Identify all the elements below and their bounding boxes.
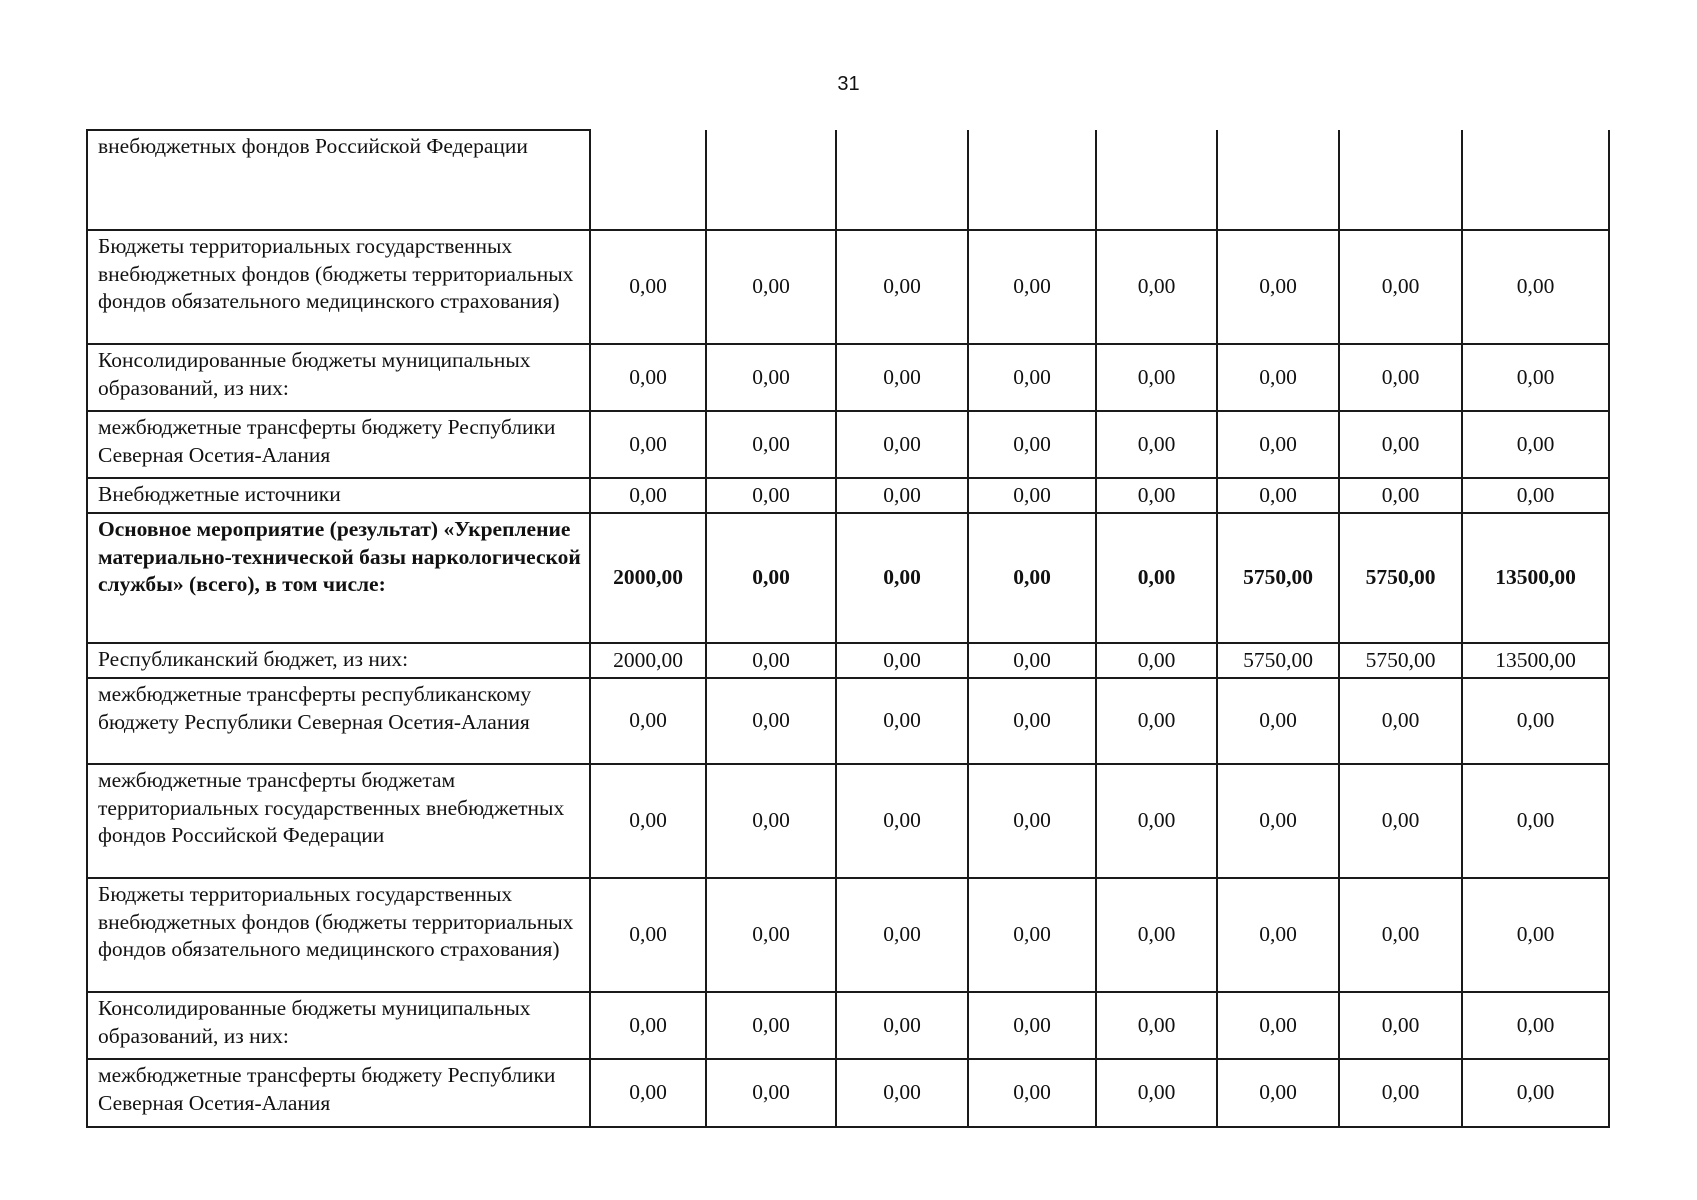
value-cell: 0,00 — [1096, 878, 1217, 992]
value-cell: 0,00 — [1217, 344, 1339, 411]
value-cell: 0,00 — [706, 478, 836, 513]
value-cell: 0,00 — [968, 478, 1096, 513]
value-cell: 0,00 — [706, 764, 836, 878]
value-cell: 0,00 — [968, 230, 1096, 344]
value-cell: 0,00 — [836, 992, 968, 1059]
value-cell: 0,00 — [706, 344, 836, 411]
value-cell: 0,00 — [1096, 992, 1217, 1059]
value-cell: 0,00 — [1217, 1059, 1339, 1127]
table-row — [87, 344, 1609, 411]
value-cell: 0,00 — [1096, 643, 1217, 678]
row-label: Республиканский бюджет, из них: — [87, 643, 590, 678]
value-cell: 0,00 — [706, 643, 836, 678]
value-cell: 0,00 — [1462, 678, 1609, 764]
budget-table — [86, 129, 1610, 1128]
table-row — [87, 478, 1609, 513]
value-cell: 0,00 — [706, 878, 836, 992]
table-row — [87, 230, 1609, 344]
value-cell — [1217, 130, 1339, 230]
value-cell: 0,00 — [836, 678, 968, 764]
value-cell: 0,00 — [968, 878, 1096, 992]
value-cell: 0,00 — [706, 513, 836, 643]
value-cell: 0,00 — [1217, 411, 1339, 478]
value-cell: 0,00 — [836, 478, 968, 513]
value-cell: 13500,00 — [1462, 643, 1609, 678]
table-row — [87, 1059, 1609, 1127]
value-cell: 0,00 — [968, 764, 1096, 878]
value-cell: 0,00 — [968, 344, 1096, 411]
value-cell: 0,00 — [1339, 411, 1462, 478]
value-cell: 0,00 — [1217, 478, 1339, 513]
value-cell: 5750,00 — [1339, 643, 1462, 678]
value-cell: 0,00 — [1462, 878, 1609, 992]
value-cell: 5750,00 — [1217, 513, 1339, 643]
value-cell — [1096, 130, 1217, 230]
value-cell: 0,00 — [836, 230, 968, 344]
value-cell: 5750,00 — [1217, 643, 1339, 678]
value-cell: 13500,00 — [1462, 513, 1609, 643]
value-cell: 0,00 — [836, 764, 968, 878]
value-cell: 0,00 — [1096, 478, 1217, 513]
budget-table-body — [87, 130, 1609, 1127]
value-cell: 0,00 — [1096, 230, 1217, 344]
value-cell: 0,00 — [836, 411, 968, 478]
value-cell: 0,00 — [590, 478, 706, 513]
row-label: Консолидированные бюджеты муниципальных образований, из них: — [87, 992, 590, 1059]
value-cell: 0,00 — [1096, 764, 1217, 878]
value-cell: 0,00 — [590, 1059, 706, 1127]
value-cell: 0,00 — [836, 344, 968, 411]
value-cell: 0,00 — [968, 411, 1096, 478]
value-cell: 0,00 — [1217, 764, 1339, 878]
value-cell: 0,00 — [1462, 1059, 1609, 1127]
value-cell — [1462, 130, 1609, 230]
table-row — [87, 513, 1609, 643]
value-cell — [590, 130, 706, 230]
row-label: межбюджетные трансферты бюджетам территориальных государственных внебюджетных фондов Российской Федерации — [87, 764, 590, 878]
page-number: 31 — [837, 73, 860, 95]
value-cell: 0,00 — [706, 992, 836, 1059]
row-label: межбюджетные трансферты бюджету Республики Северная Осетия-Алания — [87, 411, 590, 478]
table-row — [87, 643, 1609, 678]
value-cell — [1339, 130, 1462, 230]
value-cell: 0,00 — [968, 678, 1096, 764]
value-cell: 0,00 — [1339, 678, 1462, 764]
value-cell: 0,00 — [1339, 230, 1462, 344]
value-cell: 0,00 — [968, 992, 1096, 1059]
value-cell: 0,00 — [590, 344, 706, 411]
row-label: межбюджетные трансферты бюджету Республики Северная Осетия-Алания — [87, 1059, 590, 1127]
value-cell: 0,00 — [836, 643, 968, 678]
value-cell: 0,00 — [590, 678, 706, 764]
value-cell: 0,00 — [706, 411, 836, 478]
value-cell: 0,00 — [1339, 764, 1462, 878]
table-row — [87, 764, 1609, 878]
value-cell: 0,00 — [836, 513, 968, 643]
value-cell: 0,00 — [1462, 478, 1609, 513]
row-label: межбюджетные трансферты республиканскому бюджету Республики Северная Осетия-Алания — [87, 678, 590, 764]
value-cell: 0,00 — [1096, 678, 1217, 764]
row-label: Внебюджетные источники — [87, 478, 590, 513]
value-cell: 0,00 — [1462, 344, 1609, 411]
value-cell: 0,00 — [1096, 411, 1217, 478]
value-cell: 0,00 — [590, 411, 706, 478]
value-cell: 0,00 — [1096, 344, 1217, 411]
value-cell: 0,00 — [1217, 230, 1339, 344]
value-cell — [968, 130, 1096, 230]
value-cell: 0,00 — [1339, 1059, 1462, 1127]
value-cell — [706, 130, 836, 230]
value-cell: 0,00 — [590, 878, 706, 992]
value-cell: 0,00 — [1339, 878, 1462, 992]
value-cell: 0,00 — [968, 1059, 1096, 1127]
value-cell: 0,00 — [1217, 992, 1339, 1059]
value-cell — [836, 130, 968, 230]
row-label: Бюджеты территориальных государственных внебюджетных фондов (бюджеты территориальных фондов обязательного медицинского страхования) — [87, 878, 590, 992]
value-cell: 0,00 — [836, 878, 968, 992]
value-cell: 0,00 — [836, 1059, 968, 1127]
value-cell: 0,00 — [706, 1059, 836, 1127]
value-cell: 0,00 — [1217, 678, 1339, 764]
table-row — [87, 130, 1609, 230]
value-cell: 2000,00 — [590, 513, 706, 643]
row-label: Консолидированные бюджеты муниципальных образований, из них: — [87, 344, 590, 411]
value-cell: 0,00 — [706, 230, 836, 344]
value-cell: 0,00 — [1462, 411, 1609, 478]
value-cell: 0,00 — [1096, 1059, 1217, 1127]
value-cell: 0,00 — [590, 992, 706, 1059]
value-cell: 5750,00 — [1339, 513, 1462, 643]
value-cell: 0,00 — [1339, 344, 1462, 411]
table-row — [87, 678, 1609, 764]
value-cell: 0,00 — [590, 230, 706, 344]
row-label: Основное мероприятие (результат) «Укрепление материально-технической базы наркологической службы» (всего), в том числе: — [87, 513, 590, 643]
value-cell: 0,00 — [706, 678, 836, 764]
value-cell: 0,00 — [590, 764, 706, 878]
value-cell: 0,00 — [1462, 992, 1609, 1059]
value-cell: 0,00 — [1462, 764, 1609, 878]
value-cell: 0,00 — [1096, 513, 1217, 643]
value-cell: 2000,00 — [590, 643, 706, 678]
table-row — [87, 878, 1609, 992]
value-cell: 0,00 — [1217, 878, 1339, 992]
value-cell: 0,00 — [968, 643, 1096, 678]
value-cell: 0,00 — [1339, 992, 1462, 1059]
row-label: внебюджетных фондов Российской Федерации — [87, 130, 590, 230]
value-cell: 0,00 — [1462, 230, 1609, 344]
value-cell: 0,00 — [1339, 478, 1462, 513]
table-row — [87, 411, 1609, 478]
row-label: Бюджеты территориальных государственных внебюджетных фондов (бюджеты территориальных фондов обязательного медицинского страхования) — [87, 230, 590, 344]
value-cell: 0,00 — [968, 513, 1096, 643]
table-row — [87, 992, 1609, 1059]
